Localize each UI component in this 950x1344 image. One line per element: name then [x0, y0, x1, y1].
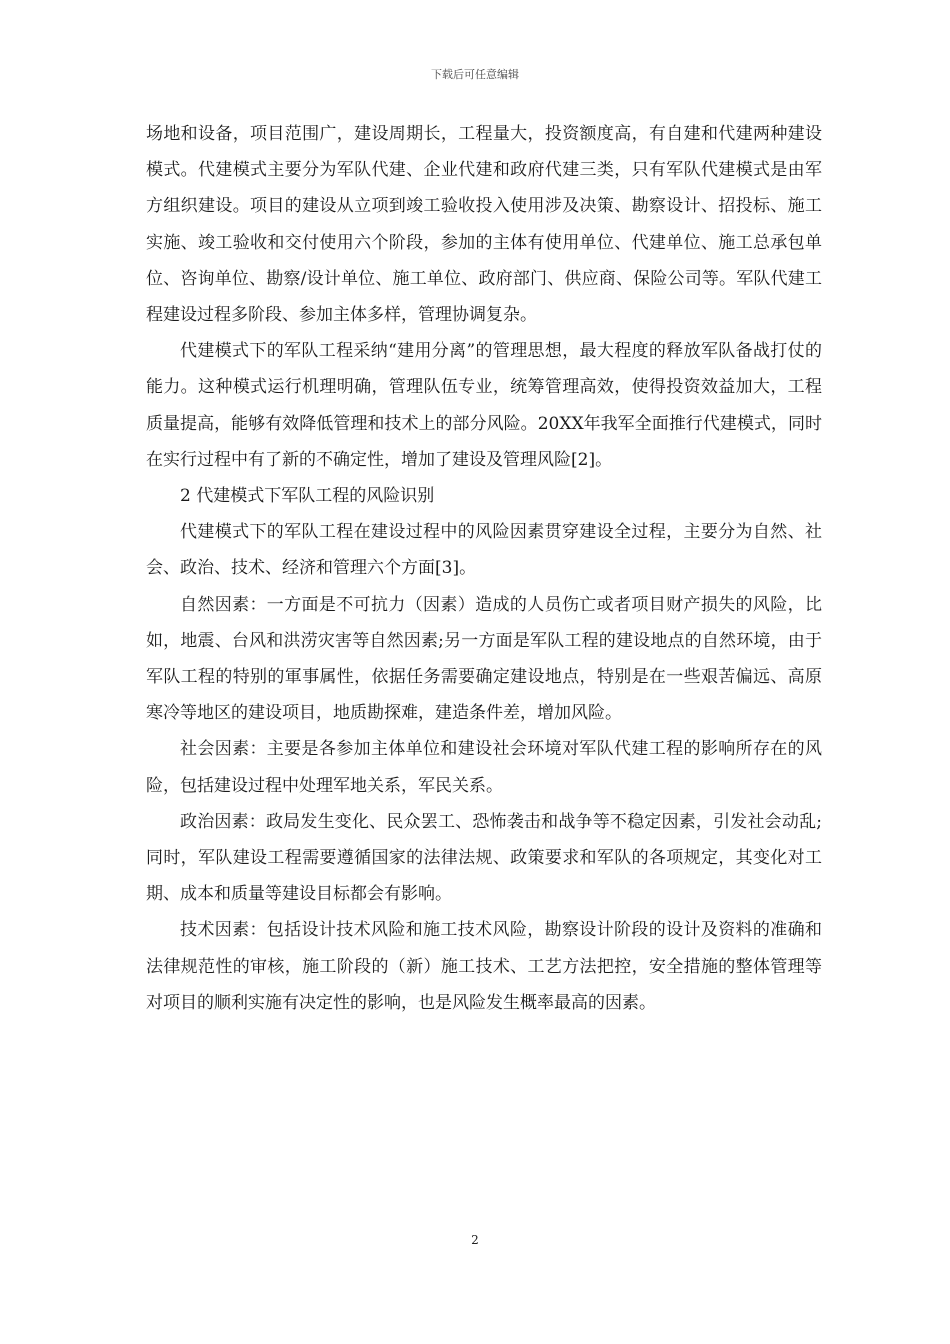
paragraph: 社会因素：主要是各参加主体单位和建设社会环境对军队代建工程的影响所存在的风险，包括建设过程中处理军地关系，军民关系。 [146, 739, 822, 796]
paragraph: 代建模式下的军队工程在建设过程中的风险因素贯穿建设全过程，主要分为自然、社会、政治、技术、经济和管理六个方面[3]。 [146, 522, 822, 579]
section-heading: 2 代建模式下军队工程的风险识别 [180, 486, 435, 507]
paragraph: 技术因素：包括设计技术风险和施工技术风险，勘察设计阶段的设计及资料的准确和法律规范性的审核，施工阶段的（新）施工技术、工艺方法把控，安全措施的整体管理等对项目的顺利实施有决定性的影响，也是风险发生概率最高的因素。 [146, 920, 822, 1013]
paragraph: 政治因素：政局发生变化、民众罢工、恐怖袭击和战争等不稳定因素，引发社会动乱;同时，军队建设工程需要遵循国家的法律法规、政策要求和军队的各项规定，其变化对工期、成本和质量等建设目标都会有影响。 [146, 811, 822, 905]
paragraph: 代建模式下的军队工程采纳“建用分离”的管理思想，最大程度的释放军队备战打仗的能力。这种模式运行机理明确，管理队伍专业，统筹管理高效，使得投资效益加大，工程质量提高，能够有效降低管理和技术上的部分风险。20XX年我军全面推行代建模式，同时在实行过程中有了新的不确定性，增加了建设及管理风险[2]。 [146, 341, 822, 470]
paragraph: 自然因素：一方面是不可抗力（因素）造成的人员伤亡或者项目财产损失的风险，比如，地震、台风和洪涝灾害等自然因素;另一方面是军队工程的建设地点的自然环境，由于军队工程的特别的軍事属性，依据任务需要确定建设地点，特别是在一些艰苦偏远、高原寒冷等地区的建设项目，地质勘探难，建造条件差，增加风险。 [146, 594, 822, 724]
paragraph-continuation: 场地和设备，项目范围广，建设周期长，工程量大，投资额度高，有自建和代建两种建设模式。代建模式主要分为军队代建、企业代建和政府代建三类，只有军队代建模式是由军方组织建设。项目的建设从立项到竣工验收投入使用涉及决策、勘察设计、招投标、施工实施、竣工验收和交付使用六个阶段，参加的主体有使用单位、代建单位、施工总承包单位、咨询单位、勘察/设计单位、施工单位、政府部门、供应商、保险公司等。军队代建工程建设过程多阶段、参加主体多样，管理协调复杂。 [146, 124, 822, 326]
document-body [146, 116, 822, 1021]
page-number: 2 [471, 1233, 479, 1247]
page-header: 下载后可任意编辑 [431, 68, 519, 81]
